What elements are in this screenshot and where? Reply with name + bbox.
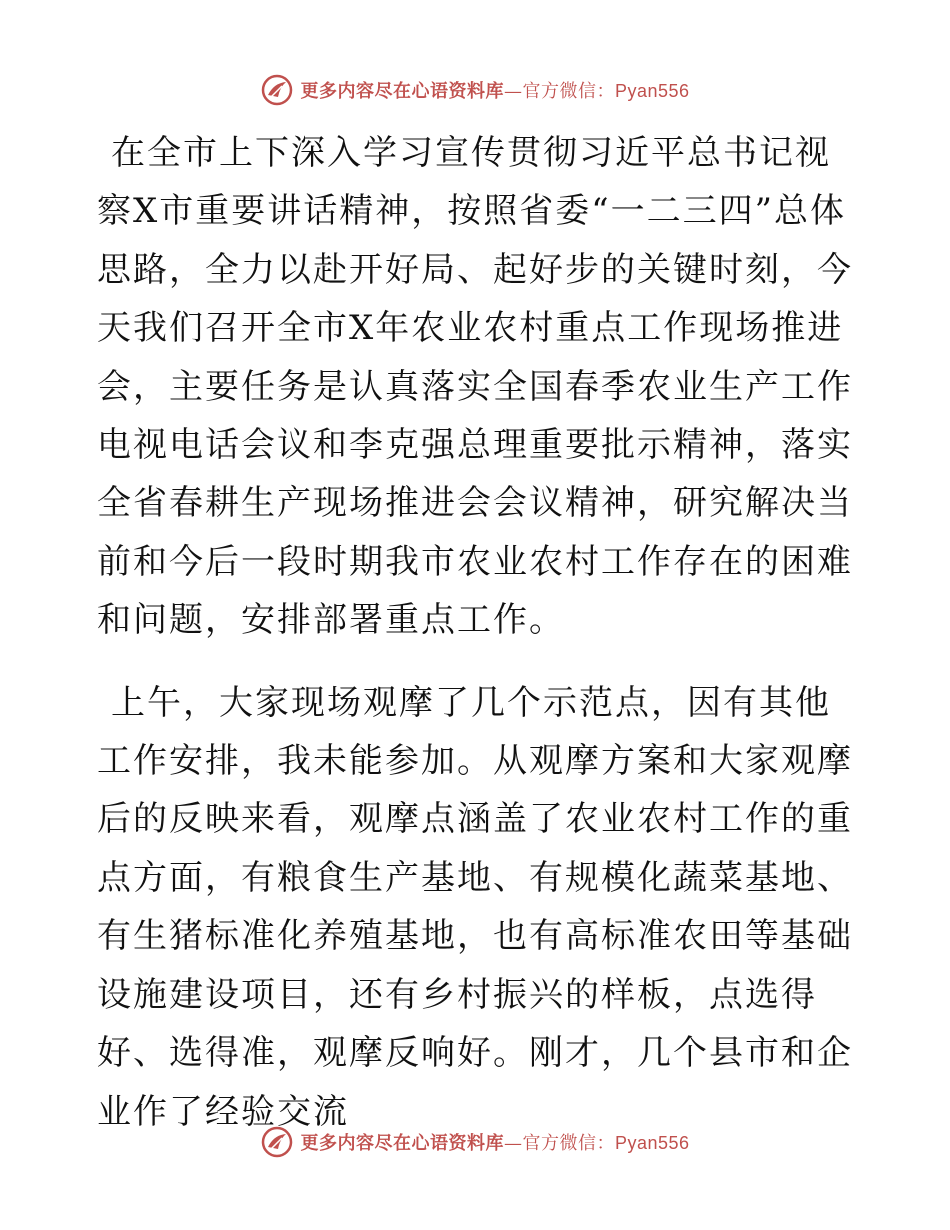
footer-banner-text — [300, 1129, 689, 1155]
footer-separator: — — [503, 1133, 523, 1154]
document-body — [97, 124, 857, 1141]
footer-banner — [0, 1122, 950, 1162]
header-banner — [0, 70, 950, 110]
footer-wechat-id: Pyan556 — [614, 1133, 690, 1153]
header-brand: 更多内容尽在心语资料库 — [300, 81, 504, 102]
paragraph-2: 上午，大家现场观摩了几个示范点，因有其他工作安排，我未能参加。从观摩方案和大家观摩后的反映来看，观摩点涵盖了农业农村工作的重点方面，有粮食生产基地、有规模化蔬菜基地、有生猪标准化养殖基地，也有高标准农田等基础设施建设项目，还有乡村振兴的样板，点选得好、选得准，观摩反响好。刚才，几个县市和企业作了经验交流 — [97, 682, 853, 1132]
brand-logo-icon — [260, 73, 294, 107]
header-banner-text — [300, 77, 689, 103]
header-separator: — — [503, 81, 523, 102]
brand-logo-icon — [260, 1125, 294, 1159]
footer-wechat-label: 官方微信： — [522, 1133, 615, 1154]
paragraph-1: 在全市上下深入学习宣传贯彻习近平总书记视察X市重要讲话精神，按照省委“一二三四”总体思路，全力以赴开好局、起好步的关键时刻，今天我们召开全市X年农业农村重点工作现场推进会，主要任务是认真落实全国春季农业生产工作电视电话会议和李克强总理重要批示精神，落实全省春耕生产现场推进会会议精神，研究解决当前和今后一段时期我市农业农村工作存在的困难和问题，安排部署重点工作。 — [97, 133, 853, 641]
header-wechat-label: 官方微信： — [522, 81, 615, 102]
footer-brand: 更多内容尽在心语资料库 — [300, 1133, 504, 1154]
header-wechat-id: Pyan556 — [614, 81, 690, 101]
